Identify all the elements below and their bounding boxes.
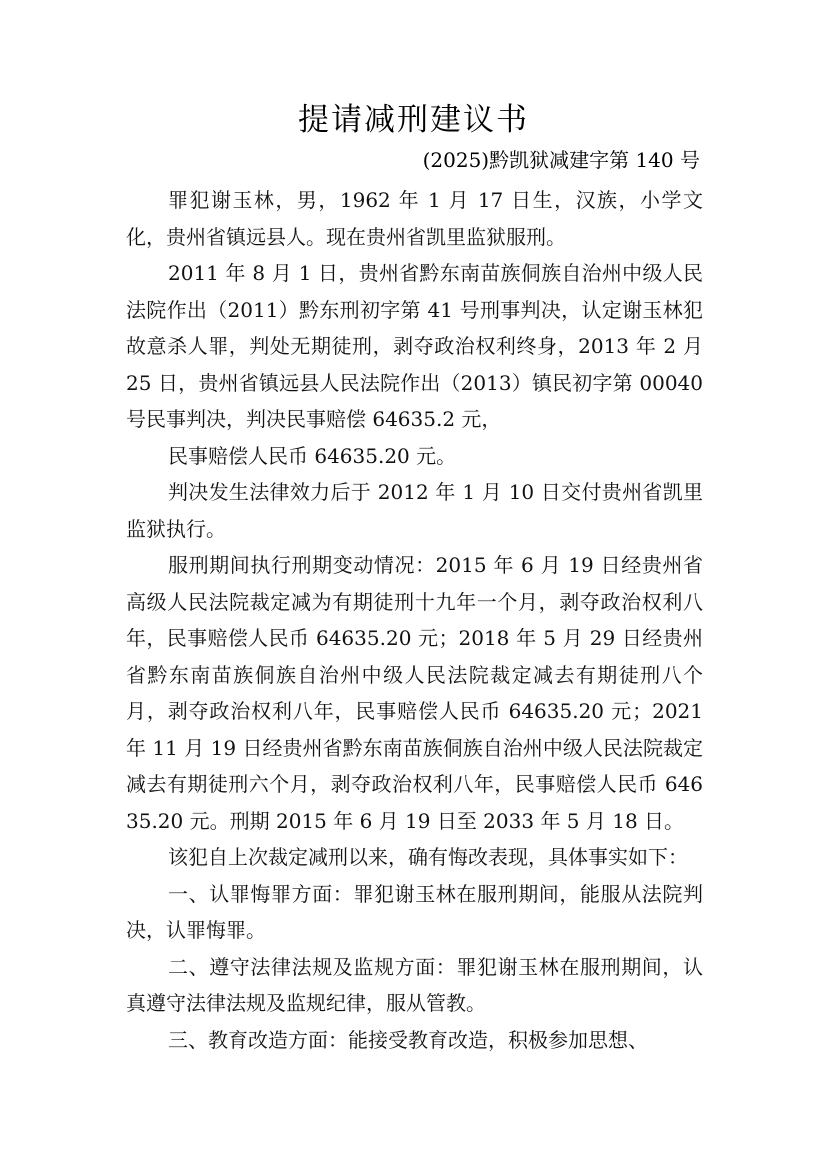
paragraph-item-2-law-compliance: 二、遵守法律法规及监规方面：罪犯谢玉林在服刑期间，认真遵守法律法规及监规纪律，服从管教。 xyxy=(126,954,703,1015)
paragraph-original-judgment: 2011 年 8 月 1 日，贵州省黔东南苗族侗族自治州中级人民法院作出（2011）黔东刑初字第 41 号刑事判决，认定谢玉林犯故意杀人罪，判处无期徒刑，剥夺政治权利终身，2013 年 2 月 25 日，贵州省镇远县人民法院作出（2013）镇民初字第 00040 号民事判决，判决民事赔偿 64635.2 元， xyxy=(126,261,703,431)
document-body xyxy=(126,182,703,1058)
paragraph-sentence-changes: 服刑期间执行刑期变动情况：2015 年 6 月 19 日经贵州省高级人民法院裁定减为有期徒刑十九年一个月，剥夺政治权利八年，民事赔偿人民币 64635.20 元；2018 年 5 月 29 日经贵州省黔东南苗族侗族自治州中级人民法院裁定减去有期徒刑八个月，剥夺政治权利八年，民事赔偿人民币 64635.20 元；2021 年 11 月 19 日经贵州省黔东南苗族侗族自治州中级人民法院裁定减去有期徒刑六个月，剥夺政治权利八年，民事赔偿人民币 64635.20 元。刑期 2015 年 6 月 19 日至 2033 年 5 月 18 日。 xyxy=(126,553,703,833)
document-number: (2025)黔凯狱减建字第 140 号 xyxy=(422,148,700,172)
paragraph-item-1-repentance: 一、认罪悔罪方面：罪犯谢玉林在服刑期间，能服从法院判决，认罪悔罪。 xyxy=(126,881,703,942)
paragraph-civil-compensation: 民事赔偿人民币 64635.20 元。 xyxy=(168,443,457,468)
paragraph-criminal-info: 罪犯谢玉林，男，1962 年 1 月 17 日生，汉族，小学文化，贵州省镇远县人。现在贵州省凯里监狱服刑。 xyxy=(126,188,703,249)
paragraph-execution-delivery: 判决发生法律效力后于 2012 年 1 月 10 日交付贵州省凯里监狱执行。 xyxy=(126,480,703,541)
document-title: 提请减刑建议书 xyxy=(298,102,529,138)
paragraph-item-3-education: 三、教育改造方面：能接受教育改造，积极参加思想、 xyxy=(168,1027,648,1052)
paragraph-repentance-intro: 该犯自上次裁定减刑以来，确有悔改表现，具体事实如下： xyxy=(168,845,688,869)
